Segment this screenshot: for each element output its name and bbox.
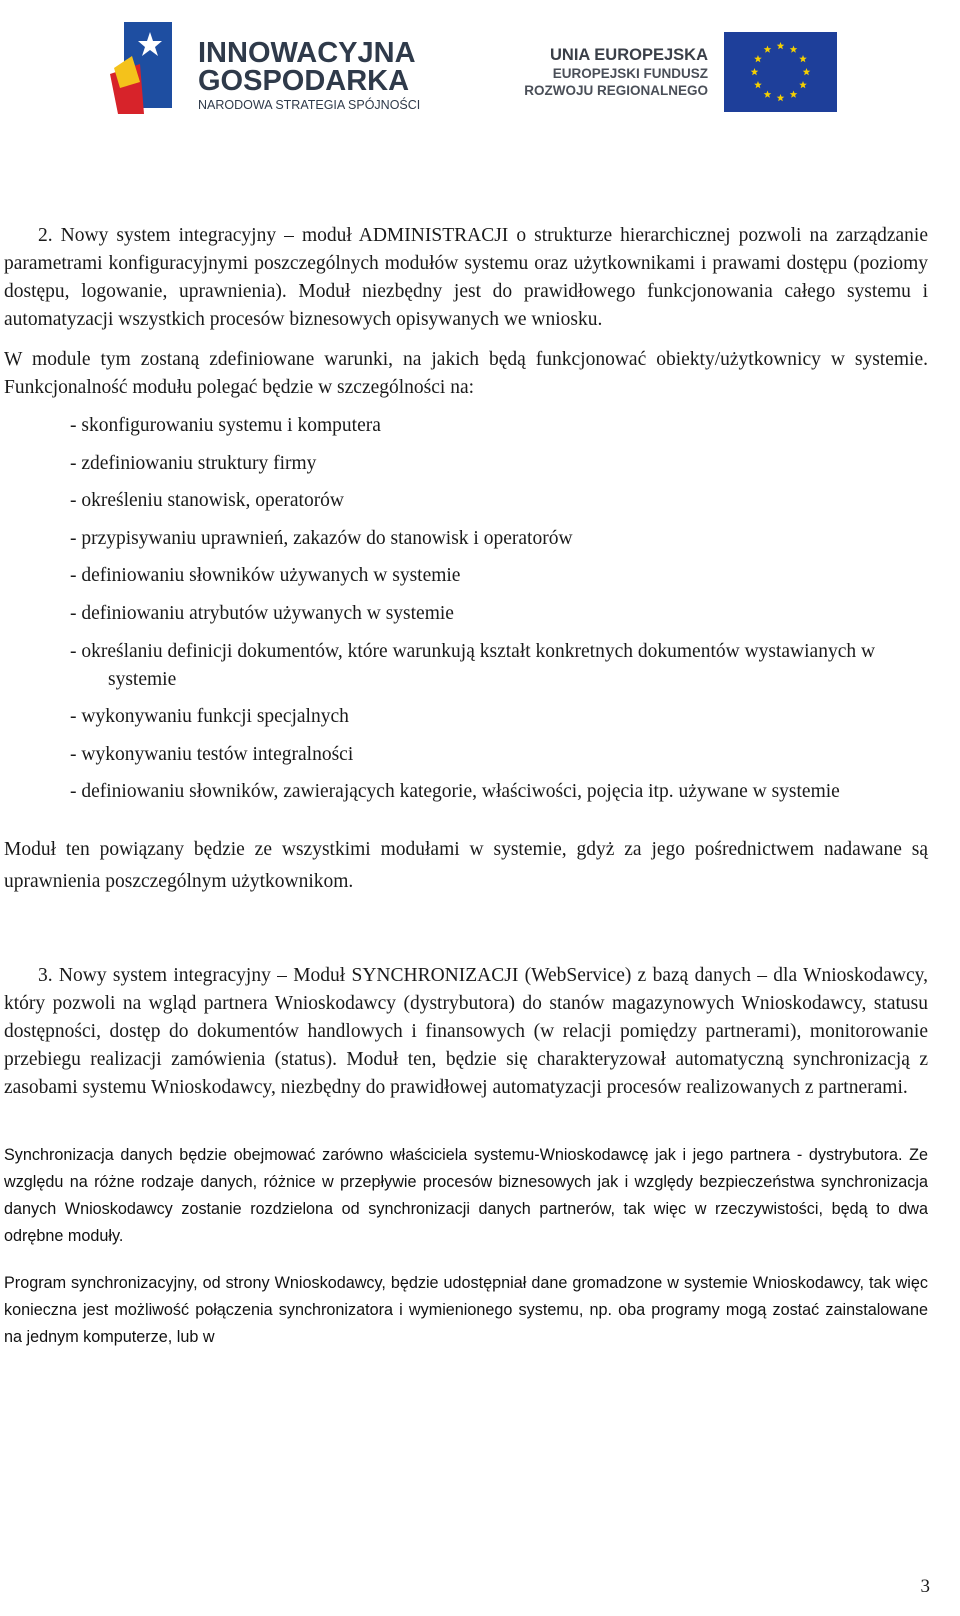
list-item: - przypisywaniu uprawnień, zakazów do stanowisk i operatorów	[70, 527, 573, 549]
logo-text-strategia: NARODOWA STRATEGIA SPÓJNOŚCI	[198, 98, 421, 112]
list-item: - definiowaniu słowników, zawierających kategorie, właściwości, pojęcia itp. używane w systemie	[70, 781, 840, 803]
unia-europejska-logo	[518, 32, 843, 114]
function-list	[4, 412, 928, 806]
section2-closing: Moduł ten powiązany będzie ze wszystkimi modułami w systemie, gdyż za jego pośrednictwem nadawane są uprawnienia poszczególnym użytkownikom.	[4, 839, 928, 893]
logo-text-innowacyjna: INNOWACYJNA	[198, 37, 416, 69]
section2-functions-intro: W module tym zostaną zdefiniowane warunki, na jakich będą funkcjonować obiekty/użytkownicy w systemie. Funkcjonalność modułu polegać będzie w szczególności na:	[4, 349, 928, 398]
list-item: - zdefiniowaniu struktury firmy	[70, 452, 317, 474]
list-item: - wykonywaniu testów integralności	[70, 743, 354, 765]
section2-intro: 2. Nowy system integracyjny – moduł ADMINISTRACJI o strukturze hierarchicznej pozwoli na zarządzanie parametrami konfiguracyjnymi poszczególnych modułów systemu oraz użytkownikami i prawami dostępu (poziomy dostępu, logowanie, uprawnienia). Moduł niezbędny jest do prawidłowego funkcjonowania całego systemu i automatyzacji wszystkich procesów biznesowych opisywanych we wniosku.	[4, 225, 928, 330]
eu-text-fundusz: EUROPEJSKI FUNDUSZ	[552, 66, 708, 81]
list-item: - określeniu stanowisk, operatorów	[70, 490, 345, 512]
list-item: - skonfigurowaniu systemu i komputera	[70, 415, 381, 436]
list-item: - definiowaniu atrybutów używanych w systemie	[70, 602, 454, 624]
document-body	[4, 222, 928, 1351]
list-item: - definiowaniu słowników używanych w systemie	[70, 565, 461, 587]
section3-intro: 3. Nowy system integracyjny – Moduł SYNCHRONIZACJI (WebService) z bazą danych – dla Wnioskodawcy, który pozwoli na wgląd partnera Wnioskodawcy (dystrybutora) do stanów magazynowych Wnioskodawcy, statusu dostępności, dostęp do dokumentów handlowych i finansowych (w relacji pomiędzy partnerami), monitorowanie przebiegu realizacji zamówienia (status). Moduł ten, będzie się charakteryzował automatyczną synchronizacją z zasobami systemu Wnioskodawcy, niezbędny do prawidłowej automatyzacji procesów realizowanych z partnerami.	[4, 965, 928, 1099]
page-number: 3	[920, 1576, 930, 1597]
section3-synchronization: Synchronizacja danych będzie obejmować zarówno właściciela systemu-Wnioskodawcę jak i jego partnera - dystrybutora. Ze względu na różne rodzaje danych, różnice w przepływie procesów biznesowych jak i względy bezpieczeństwa synchronizacja danych Wnioskodawcy zostanie rozdzielona od synchronizacji danych partnerów, tak więc w rzeczywistości, będą to dwa odrębne moduły.	[4, 1146, 928, 1246]
list-item: - wykonywaniu funkcji specjalnych	[70, 706, 349, 728]
eu-text-unia: UNIA EUROPEJSKA	[550, 46, 708, 64]
logo-text-gospodarka: GOSPODARKA	[198, 65, 410, 97]
list-item: - określaniu definicji dokumentów, które warunkują kształt konkretnych dokumentów wystawianych w systemie	[70, 640, 876, 690]
innowacyjna-gospodarka-logo	[110, 10, 440, 120]
eu-text-rozwoj: ROZWOJU REGIONALNEGO	[524, 83, 708, 98]
section3-program: Program synchronizacyjny, od strony Wnioskodawcy, będzie udostępniał dane gromadzone w systemie Wnioskodawcy, tak więc konieczna jest możliwość połączenia synchronizatora i wymienionego systemu, np. oba programy mogą zostać zainstalowane na jednym komputerze, lub w	[4, 1274, 928, 1347]
